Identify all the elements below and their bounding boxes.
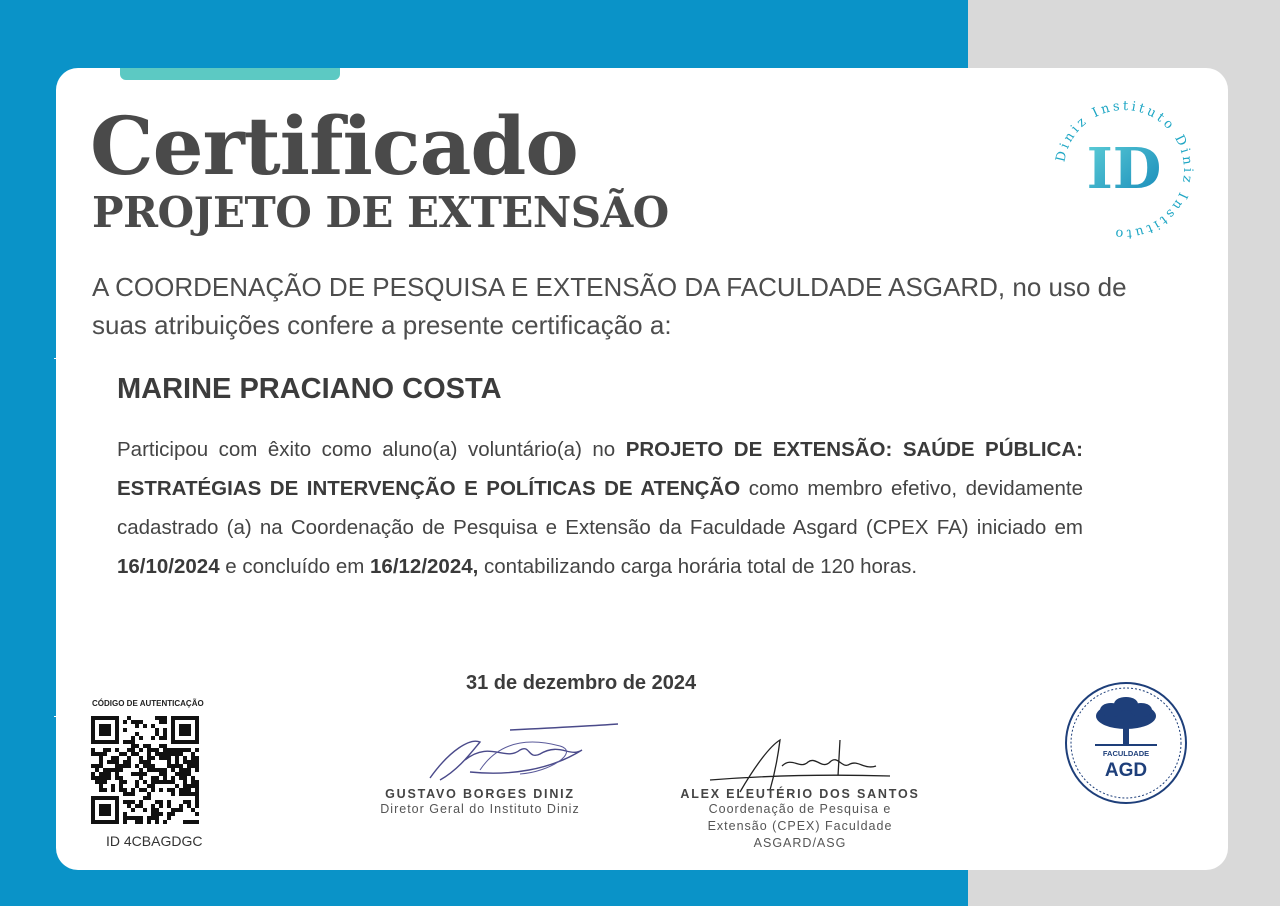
certificate-body: Participou com êxito como aluno(a) voluntário(a) no PROJETO DE EXTENSÃO: SAÚDE PÚBLICA: ESTRATÉGIAS DE INTERVENÇÃO E POLÍTICAS DE ATENÇÃO como membro efetivo, devidamente cadastrado (a) na Coordenação de Pesquisa e Extensão da Faculdade Asgard (CPEX FA) iniciado em 16/10/2024 e concluído em 16/12/2024, contabilizando carga horária total de 120 horas. <box>117 438 1083 578</box>
certificate-subtitle: PROJETO DE EXTENSÃO <box>92 188 669 237</box>
end-date: 16/12/2024, <box>370 555 479 578</box>
start-date: 16/10/2024 <box>117 555 220 578</box>
accent-bar <box>120 68 340 80</box>
project-name: PROJETO DE EXTENSÃO: SAÚDE PÚBLICA: ESTRATÉGIAS DE INTERVENÇÃO E POLÍTICAS DE ATENÇÃO <box>117 438 1083 500</box>
recipient-name: MARINE PRACIANO COSTA <box>117 373 502 405</box>
instituto-diniz-logo-icon <box>1050 96 1198 244</box>
faculdade-agd-logo-icon <box>1063 680 1189 806</box>
qr-code[interactable] <box>91 716 199 824</box>
certificate-title: Certificado <box>90 99 578 193</box>
signer-name: GUSTAVO BORGES DINIZ <box>385 787 575 801</box>
margin-tick <box>54 716 58 717</box>
svg-text:Diniz Instituto Diniz Institut: Diniz Instituto Diniz Instituto <box>1053 98 1196 242</box>
certificate-intro: A COORDENAÇÃO DE PESQUISA E EXTENSÃO DA FACULDADE ASGARD, no uso de suas atribuições confere a presente certificação a: <box>92 272 1127 340</box>
auth-code-label: CÓDIGO DE AUTENTICAÇÃO <box>92 699 204 708</box>
auth-id: ID 4CBAGDGC <box>106 833 203 849</box>
signature-gustavo-drawing <box>410 720 620 790</box>
signer-role: Diretor Geral do Instituto Diniz <box>380 802 580 816</box>
signer-name: ALEX ELEUTÉRIO DOS SANTOS <box>680 787 920 801</box>
signature-block-alex <box>665 787 935 852</box>
signer-role-line: ASGARD/ASG <box>753 836 847 850</box>
signer-role-line: Coordenação de Pesquisa e <box>708 802 892 816</box>
svg-text:AGD: AGD <box>1104 760 1148 781</box>
signature-block-gustavo <box>350 787 610 818</box>
signer-role-line: Extensão (CPEX) Faculdade <box>707 819 893 833</box>
margin-tick <box>54 358 58 359</box>
issue-date: 31 de dezembro de 2024 <box>466 672 697 694</box>
svg-text:FACULDADE: FACULDADE <box>1102 749 1150 758</box>
svg-text:ID: ID <box>1086 136 1162 202</box>
